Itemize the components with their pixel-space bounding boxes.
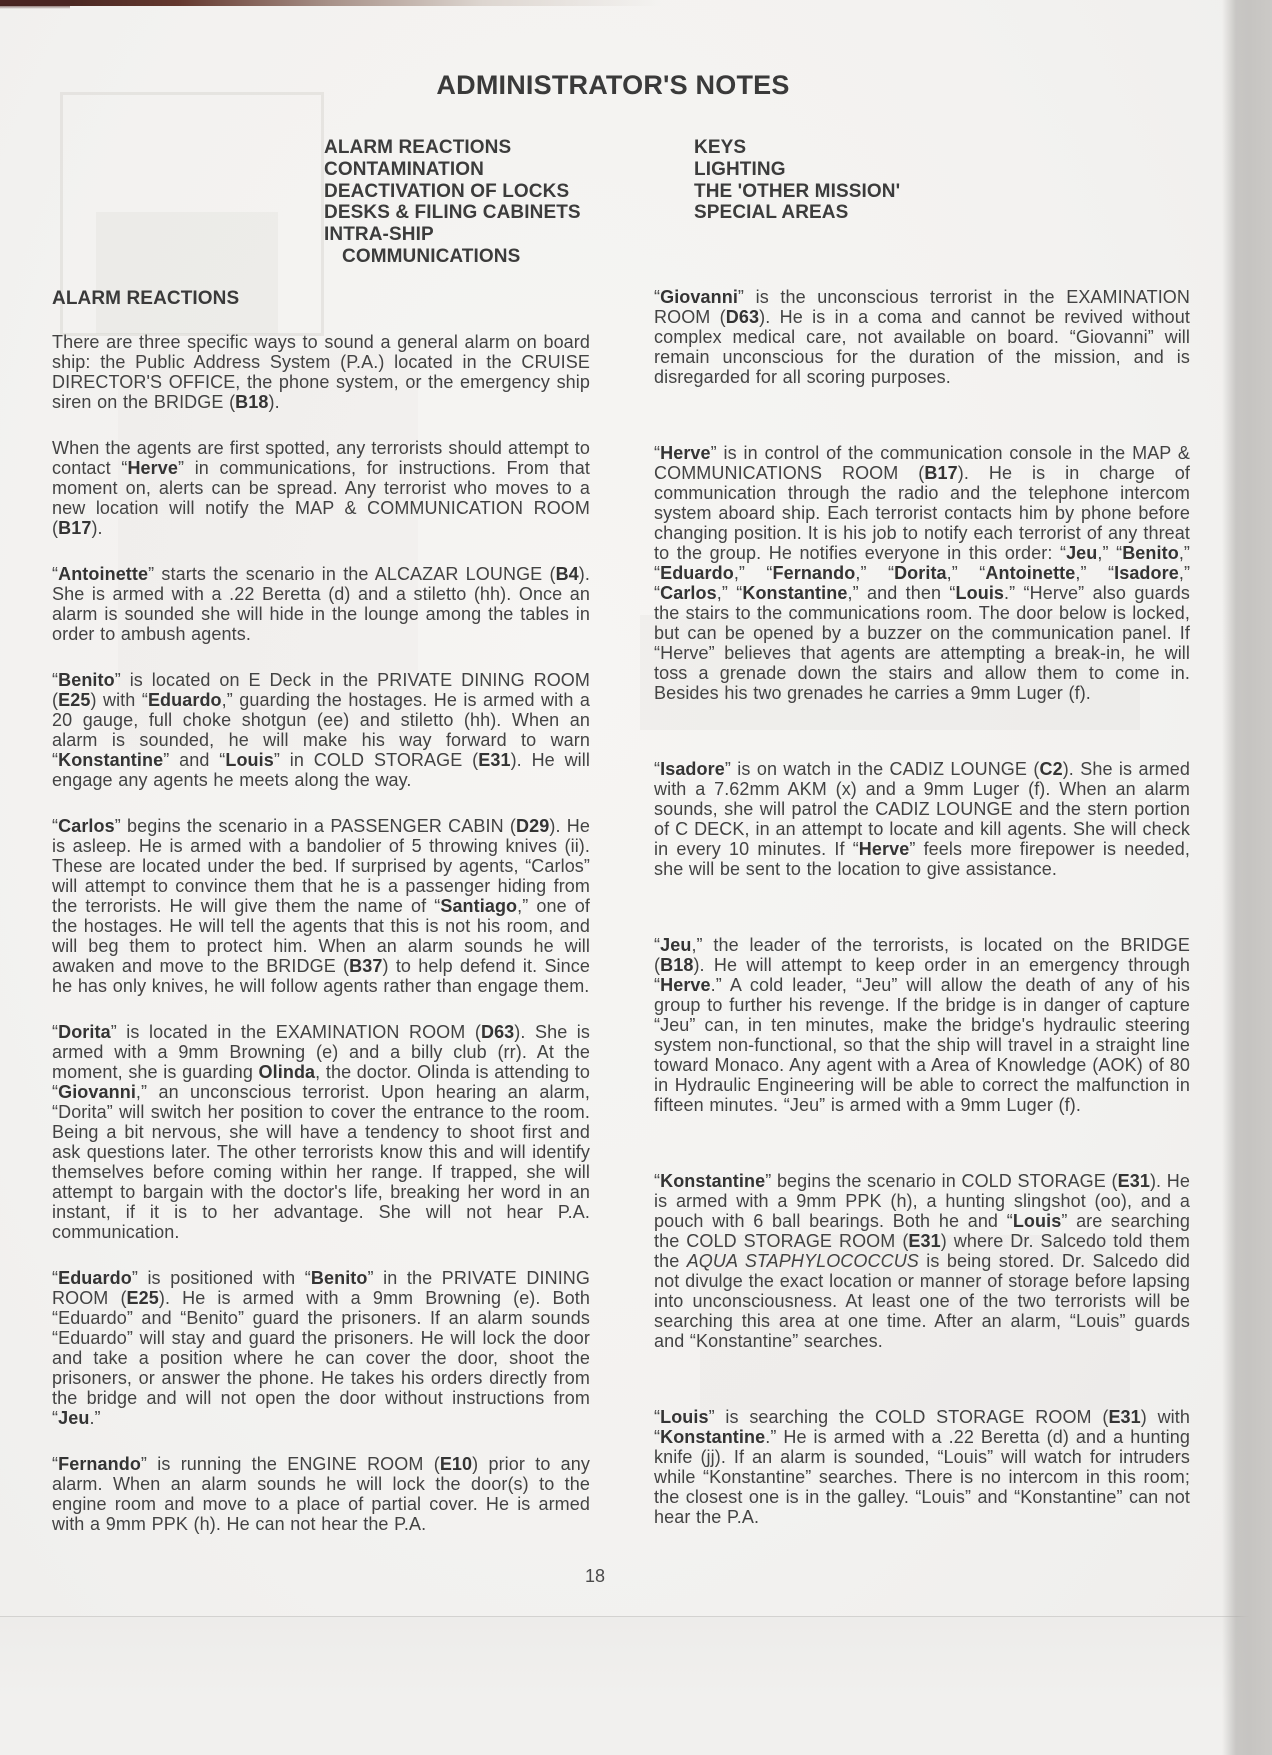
para-carlos: “Carlos” begins the scenario in a PASSENGER CABIN (D29). He is asleep. He is armed with a bandolier of 5 throwing knives (ii). These are located under the bed. If surprised by agents, “Carlos” will attempt to convince them that he is a passenger hiding from the terrorists. He will give them the name of “Santiago,” one of the hostages. He will tell the agents that this is not his room, and will beg them to protect him. When an alarm sounds he will awaken and move to the BRIDGE (B37) to help defend it. Since he has only knives, he will follow agents rather than engage them.: [52, 816, 590, 996]
para-herve: “Herve” is in control of the communication console in the MAP & COMMUNICATIONS ROOM (B17). He is in charge of communication through the radio and the telephone intercom system aboard ship. Each terrorist contacts him by phone before changing position. It is his job to notify each terrorist of any threat to the group. He notifies everyone in this order: “Jeu,” “Benito,” “Eduardo,” “Fernando,” “Dorita,” “Antoinette,” “Isadore,” “Carlos,” “Konstantine,” and then “Louis.” “Herve” also guards the stairs to the communications room. The door below is locked, but can be opened by a buzzer on the communication panel. If “Herve” believes that agents are attempting a break-in, he will toss a grenade down the stairs and allow them to come in. Besides his two grenades he carries a 9mm Luger (f).: [654, 443, 1191, 703]
para-jeu: “Jeu,” the leader of the terrorists, is located on the BRIDGE (B18). He will attempt to keep order in an emergency through “Herve.” A cold leader, “Jeu” will allow the death of any of his group to further his revenge. If the bridge is in danger of capture “Jeu” can, in ten minutes, make the bridge's hydraulic steering system non-functional, so that the ship will travel in a straight line toward Monaco. Any agent with a Area of Knowledge (AOK) of 80 in Hydraulic Engineering will be able to correct the malfunction in fifteen minutes. “Jeu” is armed with a 9mm Luger (f).: [654, 935, 1190, 1115]
contents-item: ALARM REACTIONS: [324, 137, 512, 158]
para-dorita: “Dorita” is located in the EXAMINATION ROOM (D63). She is armed with a 9mm Browning (e) and a billy club (rr). At the moment, she is guarding Olinda, the doctor. Olinda is attending to “Giovanni,” an unconscious terrorist. Upon hearing an alarm, “Dorita” will switch her position to cover the entrance to the room. Being a bit nervous, she will have a tendency to shoot first and ask questions later. The other terrorists know this and will identify themselves before coming within her range. If trapped, she will attempt to bargain with the doctor's life, breaking her word in an instant, if it is to her advantage. She will not hear P.A. communication.: [52, 1022, 590, 1242]
para-giovanni: “Giovanni” is the unconscious terrorist in the EXAMINATION ROOM (D63). He is in a coma and cannot be revived without complex medical care, not available on board. “Giovanni” will remain unconscious for the duration of the mission, and is disregarded for all scoring purposes.: [654, 287, 1190, 387]
para-isadore: “Isadore” is on watch in the CADIZ LOUNGE (C2). She is armed with a 7.62mm AKM (x) and a 9mm Luger (f). When an alarm sounds, she will patrol the CADIZ LOUNGE and the stern portion of C DECK, in an attempt to locate and kill agents. She will check in every 10 minutes. If “Herve” feels more firepower is needed, she will be sent to the location to give assistance.: [654, 759, 1190, 879]
para-contact-herve: When the agents are first spotted, any terrorists should attempt to contact “Herve” in communications, for instructions. From that moment on, alerts can be spread. Any terrorist who moves to a new location will notify the MAP & COMMUNICATION ROOM (B17).: [52, 438, 590, 538]
para-eduardo: “Eduardo” is positioned with “Benito” in the PRIVATE DINING ROOM (E25). He is armed with a 9mm Browning (e). Both “Eduardo” and “Benito” guard the prisoners. If an alarm sounds “Eduardo” will stay and guard the prisoners. He will lock the door and take a position where he can cover the door, shoot the prisoners, or answer the phone. He takes his orders directly from the bridge and will not open the door without instructions from “Jeu.”: [52, 1268, 590, 1428]
contents-item: THE 'OTHER MISSION': [694, 180, 901, 202]
page-title: ADMINISTRATOR'S NOTES: [436, 70, 790, 100]
contents-item: COMMUNICATIONS: [342, 245, 521, 267]
scan-right-edge-shadow: [1222, 0, 1272, 1755]
contents-item: INTRA-SHIP: [324, 224, 434, 246]
scan-top-corner: [0, 0, 70, 9]
para-fernando: “Fernando” is running the ENGINE ROOM (E10) prior to any alarm. When an alarm sounds he will lock the door(s) to the engine room and move to a place of partial cover. He is armed with a 9mm PPK (h). He can not hear the P.A.: [52, 1454, 590, 1534]
contents-list-left: [324, 137, 581, 268]
para-antoinette: “Antoinette” starts the scenario in the ALCAZAR LOUNGE (B4). She is armed with a .22 Beretta (d) and a stiletto (hh). Once an alarm is sounded she will hide in the lounge among the tables in order to ambush agents.: [52, 564, 590, 644]
section-heading-alarm-reactions: ALARM REACTIONS: [52, 288, 240, 309]
contents-list-right: [694, 137, 900, 224]
para-alarm-overview: There are three specific ways to sound a general alarm on board ship: the Public Address System (P.A.) located in the CRUISE DIRECTOR'S OFFICE, the phone system, or the emergency ship siren on the BRIDGE (B18).: [52, 332, 590, 412]
para-konstantine: “Konstantine” begins the scenario in COLD STORAGE (E31). He is armed with a 9mm PPK (h), a hunting slingshot (oo), and a pouch with 6 ball bearings. Both he and “Louis” are searching the COLD STORAGE ROOM (E31) where Dr. Salcedo told them the AQUA STAPHYLOCOCCUS is being stored. Dr. Salcedo did not divulge the exact location or manner of storage before lapsing into unconsciousness. At least one of the two terrorists will be searching this area at one time. After an alarm, “Louis” guards and “Konstantine” searches.: [654, 1171, 1191, 1351]
page-fold-shadow: [0, 1616, 1272, 1755]
para-louis: “Louis” is searching the COLD STORAGE ROOM (E31) with “Konstantine.” He is armed with a .22 Beretta (d) and a hunting knife (jj). If an alarm is sounded, “Louis” will watch for intruders while “Konstantine” searches. There is no intercom in this room; the closest one is in the galley. “Louis” and “Konstantine” can not hear the P.A.: [654, 1407, 1190, 1527]
para-benito: “Benito” is located on E Deck in the PRIVATE DINING ROOM (E25) with “Eduardo,” guarding the hostages. He is armed with a 20 gauge, full choke shotgun (ee) and stiletto (hh). When an alarm is sounded, he will make his way forward to warn “Konstantine” and “Louis” in COLD STORAGE (E31). He will engage any agents he meets along the way.: [52, 670, 590, 790]
contents-item: DESKS & FILING CABINETS: [324, 202, 581, 224]
contents-item: SPECIAL AREAS: [694, 202, 849, 224]
left-column: [52, 288, 590, 1560]
contents-item: LIGHTING: [694, 158, 786, 180]
contents-item: KEYS: [694, 137, 747, 158]
right-column: [654, 287, 1190, 1583]
contents-item: DEACTIVATION OF LOCKS: [324, 180, 570, 202]
contents-item: CONTAMINATION: [324, 158, 484, 180]
scan-top-edge: [0, 0, 1272, 6]
page-number: 18: [584, 1566, 606, 1586]
